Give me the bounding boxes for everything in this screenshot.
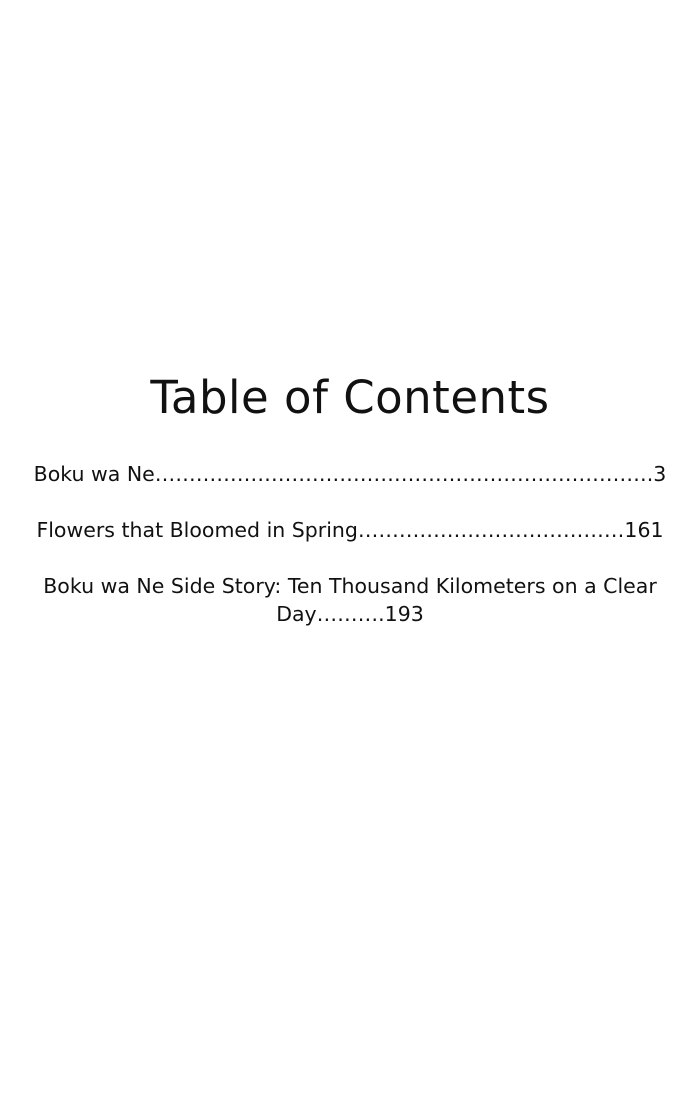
page-title: Table of Contents	[150, 371, 550, 424]
toc-entry-side-story: Boku wa Ne Side Story: Ten Thousand Kilometers on a Clear Day……….193	[43, 574, 657, 626]
toc-entry-boku-wa-ne: Boku wa Ne……………………………………………………………….3	[33, 462, 667, 486]
toc-entry-flowers-that-bloomed-in-spring: Flowers that Bloomed in Spring…………………………………161	[36, 518, 664, 542]
toc-list	[20, 460, 680, 628]
